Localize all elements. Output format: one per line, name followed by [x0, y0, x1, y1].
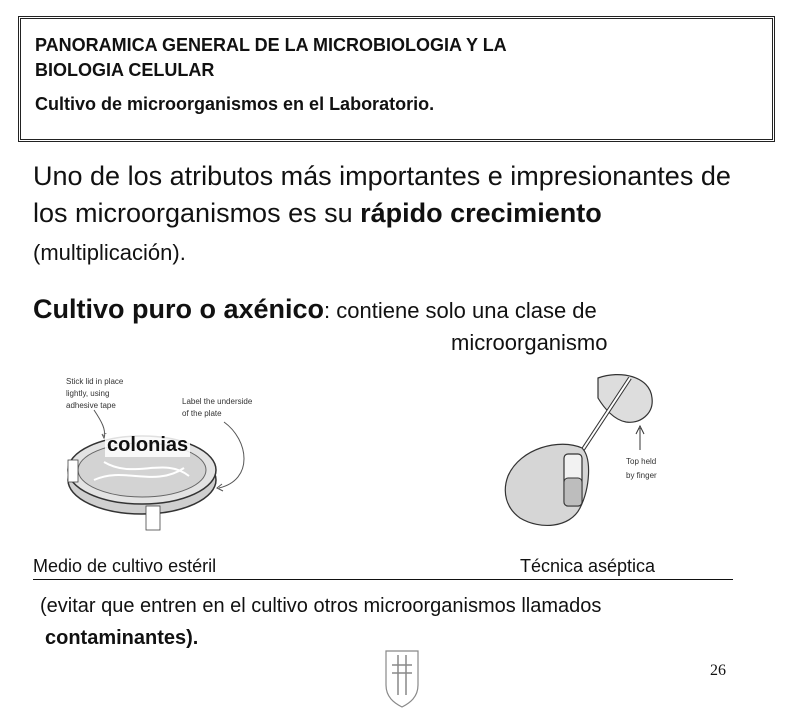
title-box: [18, 16, 775, 142]
definition-paragraph: [33, 292, 773, 358]
dish-note-1a: Stick lid in place: [66, 377, 124, 386]
tube-note-a: Top held: [626, 457, 657, 466]
definition-rest: : contiene solo una clase de: [324, 298, 597, 323]
page-number: 26: [710, 662, 726, 679]
intro-bold: rápido crecimiento: [360, 198, 602, 228]
definition-line2: microorganismo: [451, 330, 608, 355]
intro-text: Uno de los atributos más importantes e impresionantes de los microorganismos es su: [33, 161, 731, 228]
intro-after: (multiplicación).: [33, 240, 186, 265]
tape-bottom: [146, 506, 160, 530]
colonias-label: colonias: [107, 434, 189, 456]
caption-left: Medio de cultivo estéril: [33, 556, 217, 576]
arrow-1: [94, 410, 105, 436]
figure-captions: [33, 555, 733, 580]
tape-left: [68, 460, 78, 482]
title-line-1: PANORAMICA GENERAL DE LA MICROBIOLOGIA Y LA: [35, 35, 507, 55]
dish-note-1c: adhesive tape: [66, 401, 116, 410]
note-line1: (evitar que entren en el cultivo otros microorganismos llamados: [40, 595, 602, 617]
caption-right: Técnica aséptica: [520, 556, 656, 576]
dish-note-2b: of the plate: [182, 409, 222, 418]
intro-paragraph: [33, 158, 753, 271]
note-line2: contaminantes).: [45, 627, 199, 649]
tube-contents: [564, 478, 582, 506]
subtitle: Cultivo de microorganismos en el Laboratorio.: [35, 94, 435, 114]
tube-note-b: by finger: [626, 471, 657, 480]
definition-term: Cultivo puro o axénico: [33, 294, 325, 324]
shield-outline: [386, 651, 418, 707]
university-logo: [382, 645, 422, 715]
aseptic-technique-illustration: [500, 368, 690, 538]
dish-note-2a: Label the underside: [182, 397, 253, 406]
note-paragraph: [40, 590, 601, 654]
arrow-2: [219, 422, 244, 488]
title-line-2: BIOLOGIA CELULAR: [35, 60, 215, 80]
dish-note-1b: lightly, using: [66, 389, 110, 398]
